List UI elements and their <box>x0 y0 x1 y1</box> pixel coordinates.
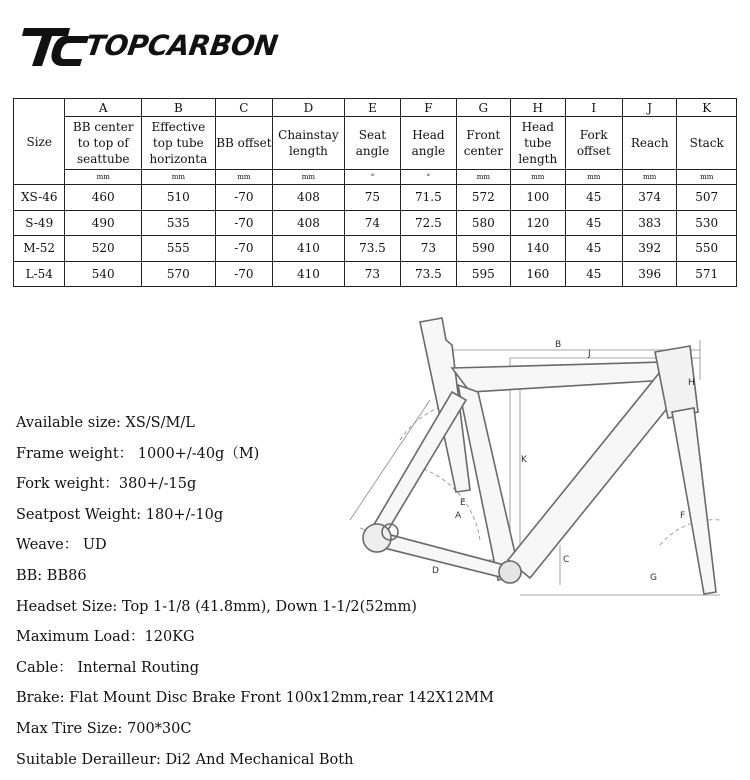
brand-name: TOPCARBON <box>83 29 280 62</box>
table-cell: 100 <box>511 185 565 211</box>
col-name: Stack <box>677 117 737 170</box>
table-cell: 510 <box>142 185 216 211</box>
table-cell: 570 <box>142 261 216 287</box>
spec-item: Weave： UD <box>16 537 107 554</box>
table-cell: 520 <box>65 236 142 262</box>
col-letter: E <box>344 99 400 117</box>
dim-label-b: B <box>555 340 562 350</box>
table-cell: -70 <box>215 236 272 262</box>
table-cell: 460 <box>65 185 142 211</box>
col-name: BB center to top of seattube <box>65 117 142 170</box>
col-name: BB offset <box>215 117 272 170</box>
col-letter: K <box>677 99 737 117</box>
table-cell: 540 <box>65 261 142 287</box>
size-header: Size <box>14 99 65 185</box>
dim-label-j: J <box>588 349 591 359</box>
col-unit: mm <box>273 170 345 185</box>
col-letter: C <box>215 99 272 117</box>
spec-item: Max Tire Size: 700*30C <box>16 720 192 737</box>
table-cell: 140 <box>511 236 565 262</box>
table-cell: 71.5 <box>401 185 456 211</box>
spec-item: Frame weight： 1000+/-40g（M) <box>16 445 260 462</box>
col-name: Chainstay length <box>273 117 345 170</box>
col-letter: J <box>622 99 676 117</box>
col-letter: H <box>511 99 565 117</box>
table-cell: 595 <box>456 261 510 287</box>
col-name: Seat angle <box>344 117 400 170</box>
table-cell: 72.5 <box>401 210 456 236</box>
spec-item: Available size: XS/S/M/L <box>16 415 195 431</box>
table-cell: 535 <box>142 210 216 236</box>
dim-label-g: G <box>650 573 657 583</box>
col-unit: mm <box>511 170 565 185</box>
table-cell: 580 <box>456 210 510 236</box>
col-unit: mm <box>65 170 142 185</box>
table-cell: 530 <box>677 210 737 236</box>
dim-label-a: A <box>455 511 462 521</box>
dim-label-f: F <box>680 511 686 521</box>
table-cell: 383 <box>622 210 676 236</box>
table-cell: 45 <box>565 261 622 287</box>
table-cell: 120 <box>511 210 565 236</box>
spec-item: Suitable Derailleur: Di2 And Mechanical Both <box>16 751 354 768</box>
table-cell: 572 <box>456 185 510 211</box>
table-letter-row <box>14 99 737 117</box>
table-row <box>14 236 737 262</box>
spec-item: Brake: Flat Mount Disc Brake Front 100x12mm,rear 142X12MM <box>16 690 494 707</box>
table-cell: 507 <box>677 185 737 211</box>
spec-list <box>16 413 494 780</box>
col-name: Front center <box>456 117 510 170</box>
table-cell: 73 <box>344 261 400 287</box>
col-unit: mm <box>456 170 510 185</box>
size-cell: XS-46 <box>14 185 65 211</box>
table-cell: 571 <box>677 261 737 287</box>
dim-label-d: D <box>432 566 439 576</box>
table-row <box>14 185 737 211</box>
spec-item: Headset Size: Top 1-1/8 (41.8mm), Down 1-1/2(52mm) <box>16 598 417 615</box>
table-cell: 408 <box>273 210 345 236</box>
spec-item: Cable： Internal Routing <box>16 659 200 676</box>
table-cell: 550 <box>677 236 737 262</box>
col-letter: B <box>142 99 216 117</box>
table-cell: 74 <box>344 210 400 236</box>
table-cell: 73.5 <box>401 261 456 287</box>
size-cell: S-49 <box>14 210 65 236</box>
col-unit: ° <box>344 170 400 185</box>
table-cell: -70 <box>215 210 272 236</box>
table-cell: 73.5 <box>344 236 400 262</box>
col-name: Head tube length <box>511 117 565 170</box>
table-cell: 490 <box>65 210 142 236</box>
table-cell: 45 <box>565 210 622 236</box>
table-name-row <box>14 117 737 170</box>
col-letter: A <box>65 99 142 117</box>
table-cell: 410 <box>273 261 345 287</box>
col-name: Reach <box>622 117 676 170</box>
table-cell: 555 <box>142 236 216 262</box>
table-cell: 160 <box>511 261 565 287</box>
table-unit-row <box>14 170 737 185</box>
table-cell: -70 <box>215 261 272 287</box>
table-cell: 408 <box>273 185 345 211</box>
table-cell: 590 <box>456 236 510 262</box>
dim-label-e: E <box>460 498 466 508</box>
spec-item: Maximum Load：120KG <box>16 629 195 646</box>
col-unit: mm <box>215 170 272 185</box>
size-cell: M-52 <box>14 236 65 262</box>
col-name: Effective top tube horizonta <box>142 117 216 170</box>
dim-label-h: H <box>688 378 695 388</box>
col-name: Fork offset <box>565 117 622 170</box>
col-letter: G <box>456 99 510 117</box>
spec-item: Seatpost Weight: 180+/-10g <box>16 506 224 523</box>
size-cell: L-54 <box>14 261 65 287</box>
col-unit: mm <box>622 170 676 185</box>
table-cell: 392 <box>622 236 676 262</box>
table-row <box>14 261 737 287</box>
dim-label-k: K <box>521 455 527 465</box>
table-cell: 45 <box>565 185 622 211</box>
col-unit: ° <box>401 170 456 185</box>
spec-item: BB: BB86 <box>16 567 87 584</box>
col-name: Head angle <box>401 117 456 170</box>
table-cell: -70 <box>215 185 272 211</box>
col-letter: F <box>401 99 456 117</box>
geometry-table <box>13 98 737 287</box>
table-cell: 73 <box>401 236 456 262</box>
table-cell: 396 <box>622 261 676 287</box>
col-unit: mm <box>565 170 622 185</box>
col-unit: mm <box>677 170 737 185</box>
col-letter: I <box>565 99 622 117</box>
table-cell: 45 <box>565 236 622 262</box>
table-cell: 75 <box>344 185 400 211</box>
spec-item: Fork weight：380+/-15g <box>16 476 197 493</box>
table-row <box>14 210 737 236</box>
col-unit: mm <box>142 170 216 185</box>
table-cell: 374 <box>622 185 676 211</box>
dim-label-c: C <box>563 555 570 565</box>
table-cell: 410 <box>273 236 345 262</box>
col-letter: D <box>273 99 345 117</box>
